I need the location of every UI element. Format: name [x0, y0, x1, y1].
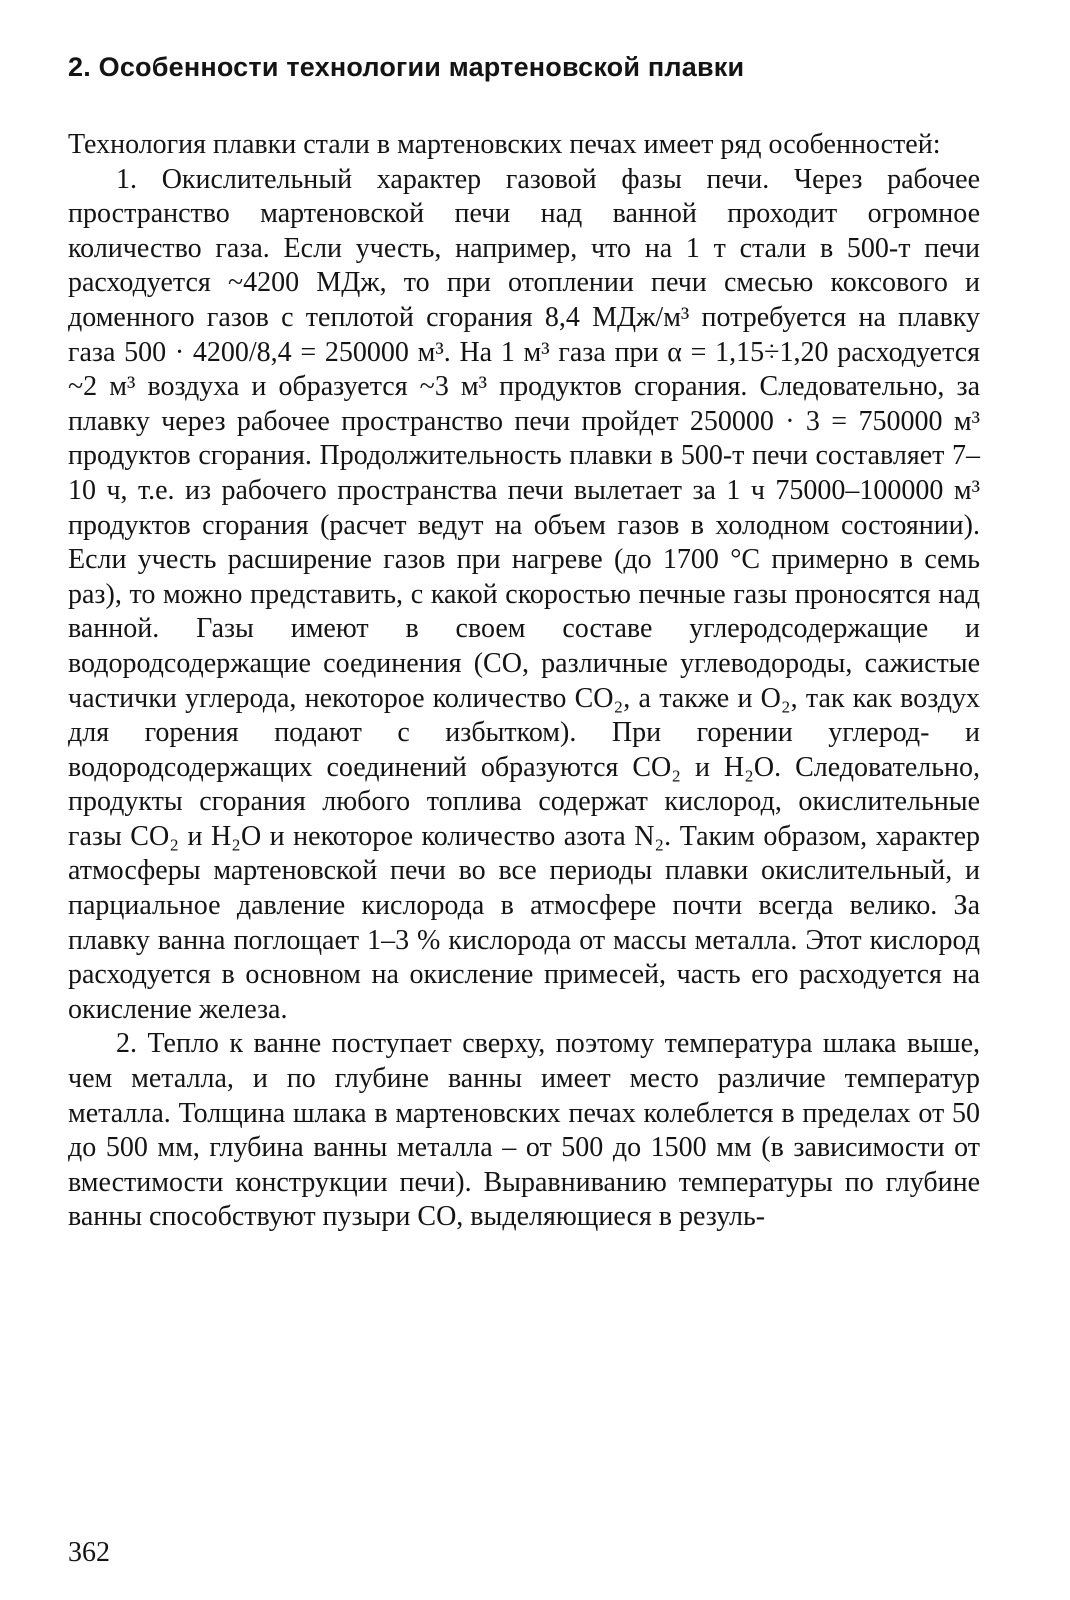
intro-paragraph: Технология плавки стали в мартеновских печах имеет ряд особенностей:	[68, 129, 941, 160]
body-text	[68, 128, 980, 1235]
paragraph-oxidizing-gas-phase: 1. Окислительный характер газовой фазы печи. Через рабочее пространство мартеновской печи над ванной проходит огромное количество газа. Если учесть, например, что на 1 т стали в 500-т печи расходуется ~4200 МДж, то при отоплении печи смесью коксового и доменного газов с теплотой сгорания 8,4 МДж/м³ потребуется на плавку газа 500 · 4200/8,4 = 250000 м³. На 1 м³ газа при α = 1,15÷1,20 расходуется ~2 м³ воздуха и образуется ~3 м³ продуктов сгорания. Следовательно, за плавку через рабочее пространство печи пройдет 250000 · 3 = 750000 м³ продуктов сгорания. Продолжительность плавки в 500-т печи составляет 7–10 ч, т.е. из рабочего пространства печи вылетает за 1 ч 75000–100000 м³ продуктов сгорания (расчет ведут на объем газов в холодном состоянии). Если учесть расширение газов при нагреве (до 1700 °С примерно в семь раз), то можно представить, с какой скоростью печные газы проносятся над ванной. Газы имеют в своем составе углеродсодержащие и водородсодержащие соединения (CO, различные углеводороды, сажистые частички углерода, некоторое количество CO₂, а также и O₂, так как воздух для горения подают с избытком). При горении углерод- и водородсодержащих соединений образуются CO₂ и H₂O. Следовательно, продукты сгорания любого топлива содержат кислород, окислительные газы CO₂ и H₂O и некоторое количество азота N₂. Таким образом, характер атмосферы мартеновской печи во все периоды плавки окислительный, и парциальное давление кислорода в атмосфере почти всегда велико. За плавку ванна поглощает 1–3 % кислорода от массы металла. Этот кислород расходуется в основном на окисление примесей, часть его расходуется на окисление железа.	[68, 163, 980, 1025]
page-number: 362	[68, 1537, 110, 1568]
document-page	[68, 36, 980, 1235]
paragraph-heat-transfer: 2. Тепло к ванне поступает сверху, поэтому температура шлака выше, чем металла, и по глубине ванны имеет место различие температур металла. Толщина шлака в мартеновских печах колеблется в пределах от 50 до 500 мм, глубина ванны металла – от 500 до 1500 мм (в зависимости от вместимости конструкции печи). Выравниванию температуры по глубине ванны способствуют пузыри CO, выделяющиеся в резуль-	[68, 1028, 980, 1233]
section-heading: 2. Особенности технологии мартеновской плавки	[68, 52, 745, 82]
